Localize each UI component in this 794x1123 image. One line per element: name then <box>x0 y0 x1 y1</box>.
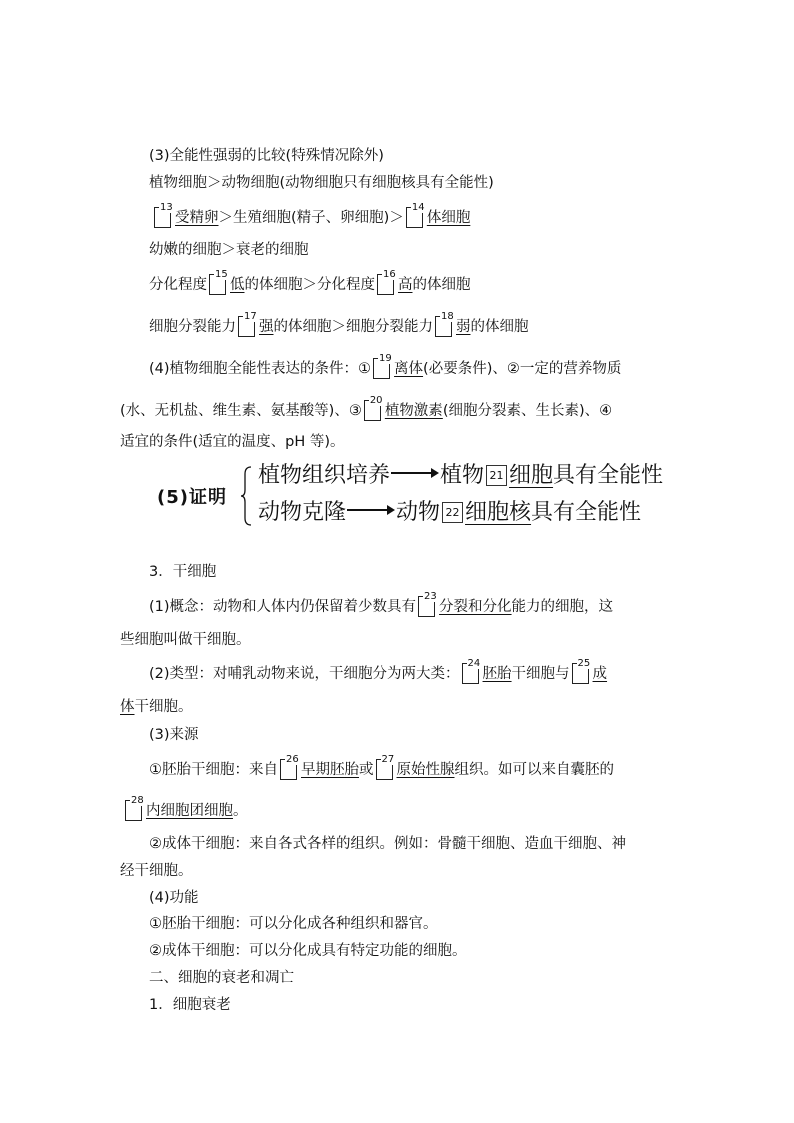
answer-box: 24 <box>462 663 479 684</box>
answer-box: 26 <box>280 759 297 780</box>
types-line-2: 体干细胞。 <box>120 699 193 715</box>
answer-text: 弱 <box>456 319 471 335</box>
answer-box: 19 <box>373 358 390 379</box>
conditions-line-2: (水、无机盐、维生素、氨基酸等)、③ 20 植物激素(细胞分裂素、生长素)、④ <box>120 395 613 419</box>
types-line-1: (2)类型：对哺乳动物来说，干细胞分为两大类： 24 胚胎干细胞与 25 成 <box>149 658 608 682</box>
answer-text: 高 <box>398 277 413 293</box>
answer-number-box: 21 <box>486 465 507 486</box>
comparison-differentiation: 分化程度 15 低的体细胞＞分化程度 16 高的体细胞 <box>149 269 471 293</box>
comparison-zygote-line: 13 受精卵＞生殖细胞(精子、卵细胞)＞ 14 体细胞 <box>152 207 470 228</box>
answer-text: 细胞 <box>509 463 554 488</box>
comparison-plant-animal: 植物细胞＞动物细胞(动物细胞只有细胞核具有全能性) <box>149 175 494 191</box>
concept-line-2: 些细胞叫做干细胞。 <box>120 632 251 648</box>
section-stem-cells: 3．干细胞 <box>149 564 217 580</box>
answer-box: 23 <box>418 596 435 617</box>
source-adult-line-1: ②成体干细胞：来自各式各样的组织。例如：骨髓干细胞、造血干细胞、神 <box>149 836 626 852</box>
answer-text: 细胞核 <box>465 500 532 525</box>
heading-totipotency-comparison: (3)全能性强弱的比较(特殊情况除外) <box>149 148 384 164</box>
answer-text: 体 <box>120 699 135 715</box>
answer-text: 植物激素 <box>384 403 443 419</box>
answer-text: 胚胎 <box>482 666 512 682</box>
comparison-young-old: 幼嫩的细胞＞衰老的细胞 <box>149 242 309 258</box>
source-heading: (3)来源 <box>149 727 199 743</box>
answer-text: 原始性腺 <box>396 762 455 778</box>
proof-label: (5)证明 <box>157 487 227 508</box>
answer-text: 离体 <box>394 361 424 377</box>
subsection-cell-aging: 1．细胞衰老 <box>149 997 231 1013</box>
answer-text: 成 <box>592 666 608 682</box>
answer-text: 体细胞 <box>426 210 471 226</box>
concept-line-1: (1)概念：动物和人体内仍保留着少数具有 23 分裂和分化能力的细胞，这 <box>149 591 614 615</box>
source-embryonic-line-2: 28 内细胞团细胞。 <box>123 800 248 821</box>
answer-number-box: 22 <box>442 502 463 523</box>
source-embryonic-line-1: ①胚胎干细胞：来自 26 早期胚胎或 27 原始性腺组织。如可以来自囊胚的 <box>149 754 614 778</box>
answer-text: 内细胞团细胞 <box>146 803 233 819</box>
answer-text: 低 <box>230 277 245 293</box>
answer-box: 16 <box>377 274 394 295</box>
answer-text: 强 <box>259 319 274 335</box>
proof-row-plant: 植物组织培养 植物 21 细胞具有全能性 <box>258 463 664 488</box>
arrow-icon <box>391 468 439 478</box>
function-heading: (4)功能 <box>149 890 199 906</box>
answer-text: 受精卵 <box>175 210 219 226</box>
answer-box: 18 <box>435 316 452 337</box>
answer-box: 28 <box>125 800 142 821</box>
answer-box: 25 <box>572 663 589 684</box>
conditions-line-3: 适宜的条件(适宜的温度、pH 等)。 <box>120 434 345 450</box>
answer-text: 分裂和分化 <box>439 599 512 615</box>
function-adult: ②成体干细胞：可以分化成具有特定功能的细胞。 <box>149 943 467 959</box>
answer-text: 早期胚胎 <box>301 762 359 778</box>
brace-icon <box>240 466 252 526</box>
answer-box: 13 <box>154 207 171 228</box>
arrow-icon <box>347 505 395 515</box>
conditions-line-1: (4)植物细胞全能性表达的条件：① 19 离体(必要条件)、②一定的营养物质 <box>149 353 622 377</box>
source-adult-line-2: 经干细胞。 <box>120 863 193 879</box>
proof-row-animal: 动物克隆 动物 22 细胞核具有全能性 <box>258 500 642 525</box>
answer-box: 27 <box>376 759 393 780</box>
answer-box: 14 <box>406 207 423 228</box>
section-aging-apoptosis: 二、细胞的衰老和凋亡 <box>149 970 294 986</box>
function-embryonic: ①胚胎干细胞：可以分化成各种组织和器官。 <box>149 916 438 932</box>
answer-box: 17 <box>238 316 255 337</box>
answer-box: 15 <box>209 274 226 295</box>
comparison-division: 细胞分裂能力 17 强的体细胞＞细胞分裂能力 18 弱的体细胞 <box>149 311 529 335</box>
answer-box: 20 <box>364 400 381 421</box>
